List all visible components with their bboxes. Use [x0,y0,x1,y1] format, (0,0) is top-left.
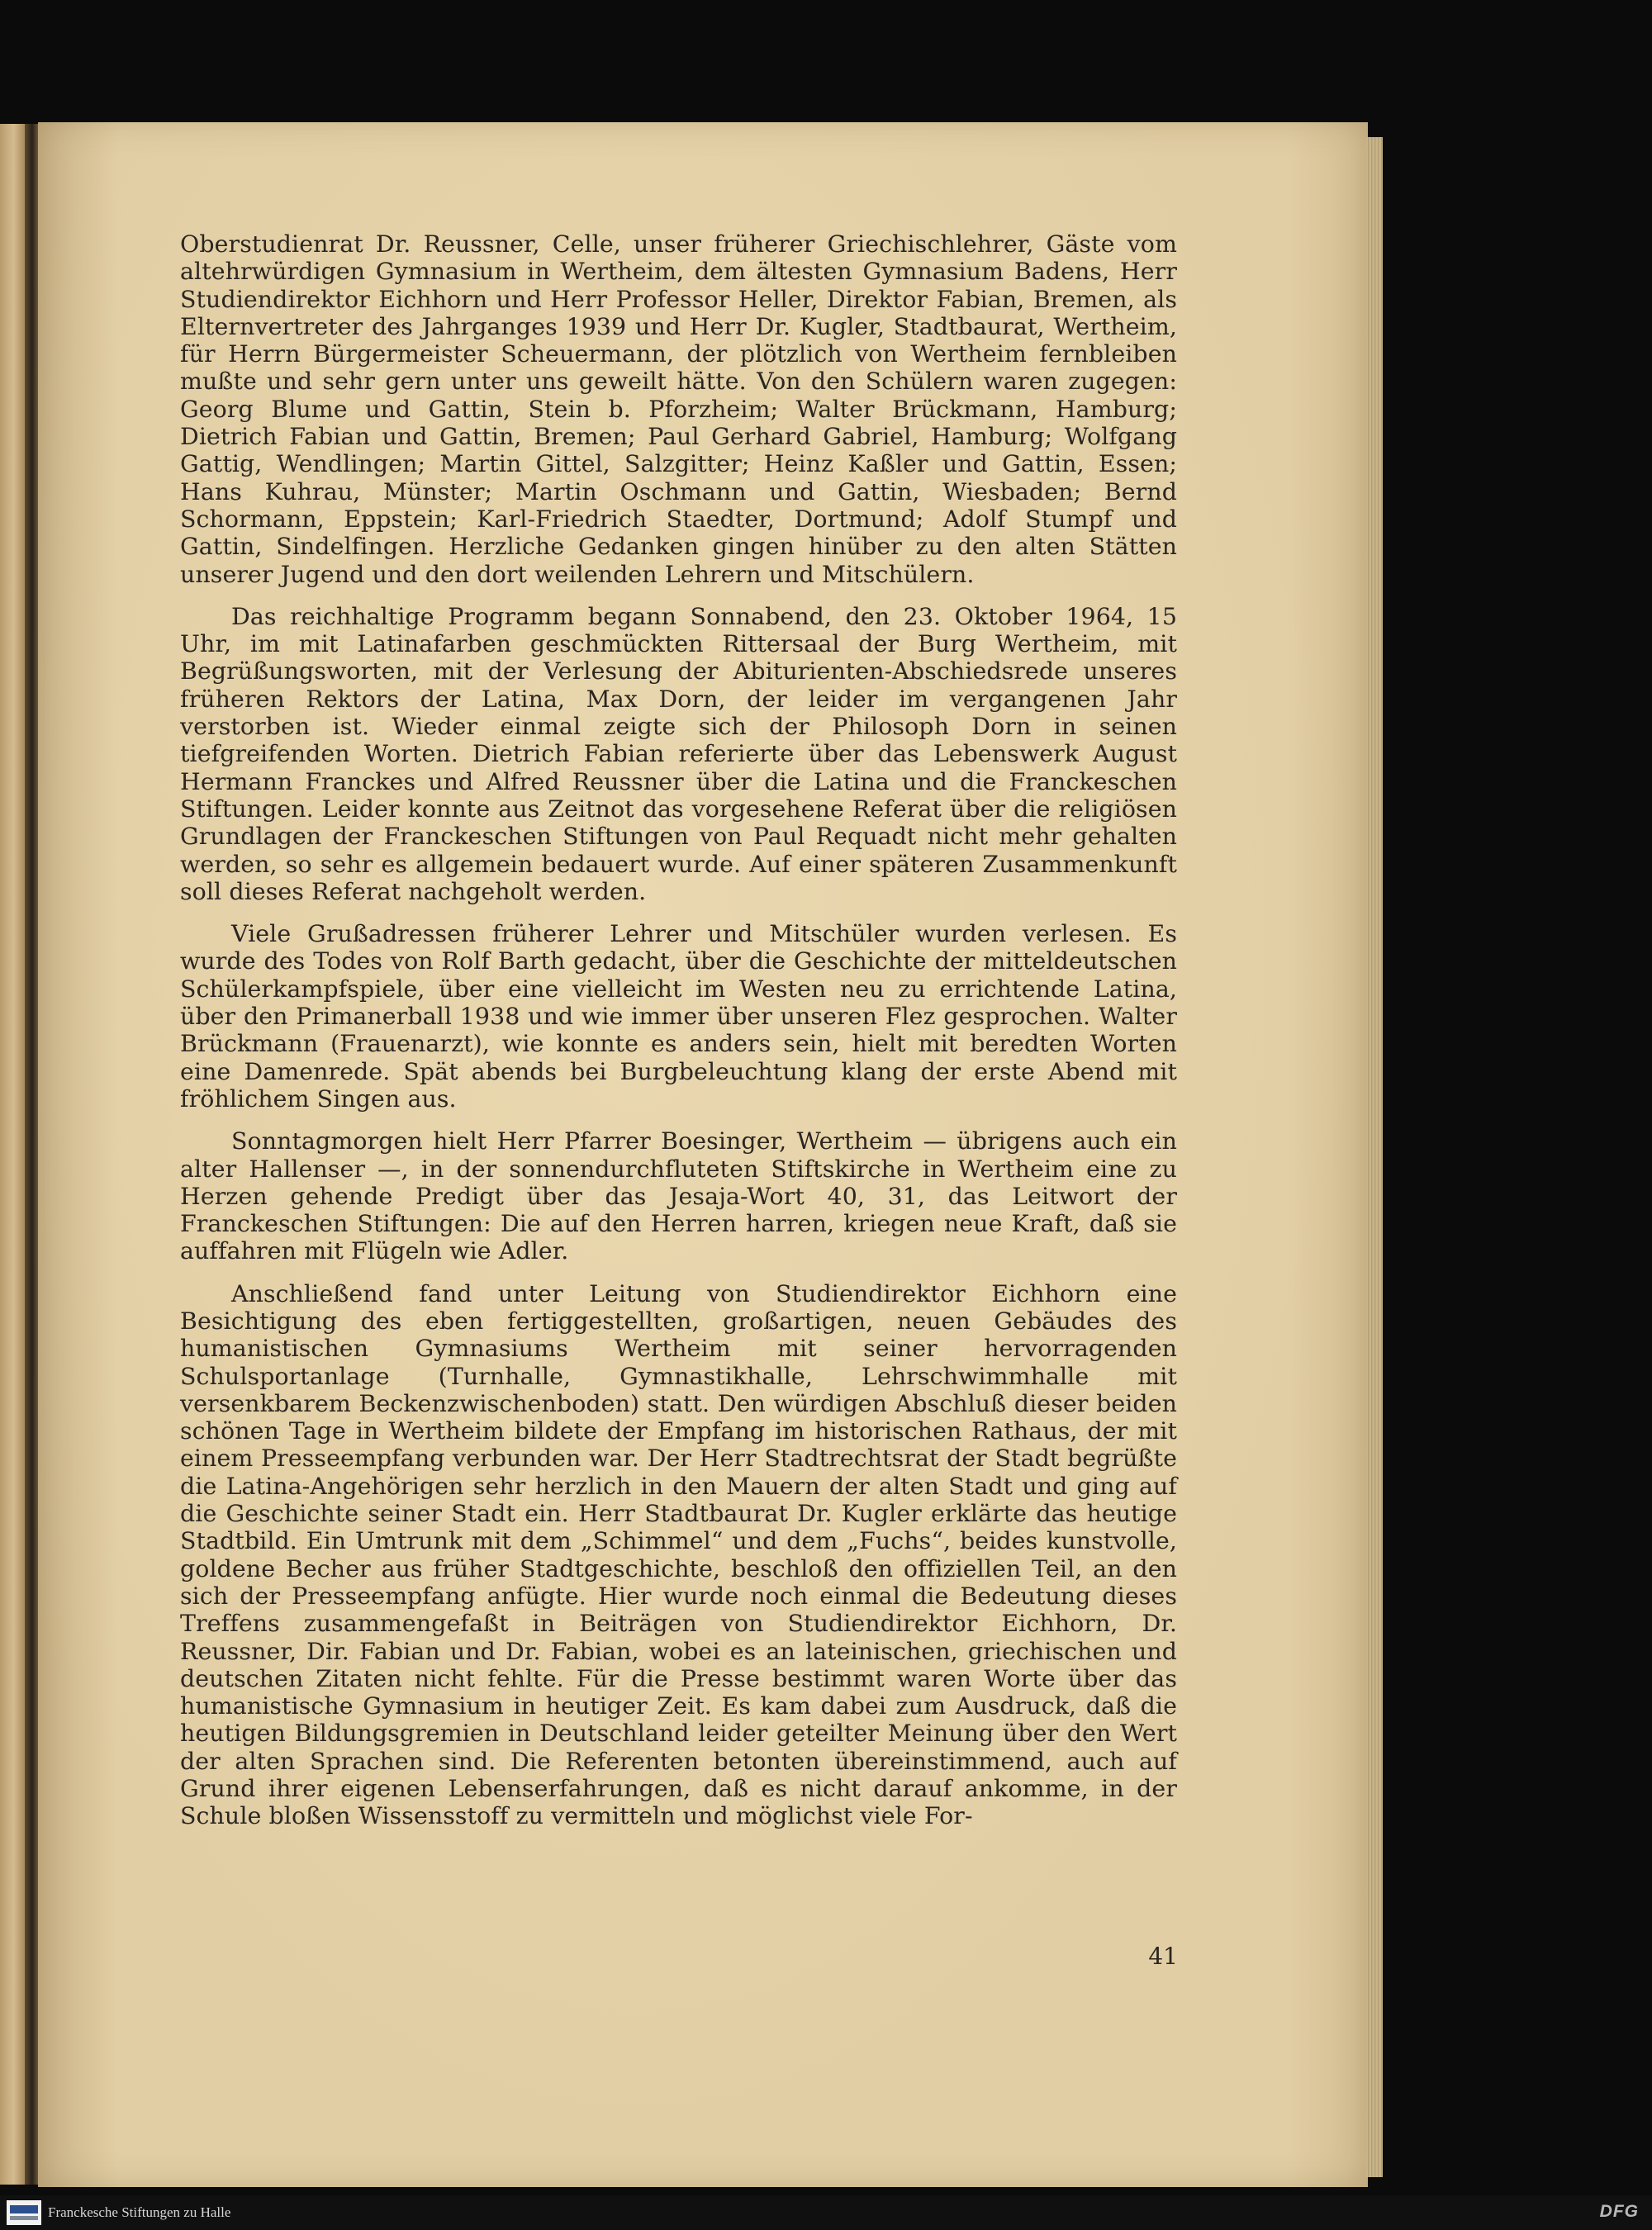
logo-roof [10,2205,38,2213]
page-number: 41 [1148,1943,1178,1970]
paragraph-3: Viele Grußadressen früherer Lehrer und Mitschüler wurden verlesen. Es wurde des Todes von Rolf Barth gedacht, über die Geschichte der mitteldeutschen Schülerkampfspiele, über eine vielleicht im Westen neu zu errichtende Latina, über den Primanerball 1938 und wie immer über unseren Flez gesprochen. Walter Brückmann (Frauenarzt), wie konnte es anders sein, hielt mit beredten Worten eine Damenrede. Spät abends bei Burgbeleuchtung klang der erste Abend mit fröhlichem Singen aus. [180,920,1177,1113]
foundation-building-icon[interactable] [7,2200,41,2225]
page-stack-edge [1366,137,1383,2177]
paragraph-4: Sonntagmorgen hielt Herr Pfarrer Boesinger, Wertheim — übrigens auch ein alter Hallenser —, in der sonnendurchfluteten Stiftskirche in Wertheim eine zu Herzen gehende Predigt über das Jesaja-Wort 40, 31, das Leitwort der Franckeschen Stiftungen: Die auf den Herren harren, kriegen neue Kraft, daß sie auffahren mit Flügeln wie Adler. [180,1127,1177,1265]
page-text [180,230,1177,1845]
previous-page-edge [0,124,25,2185]
paragraph-2: Das reichhaltige Programm begann Sonnabend, den 23. Oktober 1964, 15 Uhr, im mit Latinafarben geschmückten Rittersaal der Burg Wertheim, mit Begrüßungsworten, mit der Verlesung der Abiturienten-Abschiedsrede unseres früheren Rektors der Latina, Max Dorn, der leider im vergangenen Jahr verstorben ist. Wieder einmal zeigte sich der Philosoph Dorn in seinen tiefgreifenden Worten. Dietrich Fabian referierte über das Lebenswerk August Hermann Franckes und Alfred Reussner über die Latina und die Franckeschen Stiftungen. Leider konnte aus Zeitnot das vorgesehene Referat über die religiösen Grundlagen der Franckeschen Stiftungen von Paul Requadt nicht mehr gehalten werden, so sehr es allgemein bedauert wurde. Auf einer späteren Zusammenkunft soll dieses Referat nachgeholt werden. [180,602,1177,905]
paragraph-1: Oberstudienrat Dr. Reussner, Celle, unser früherer Griechischlehrer, Gäste vom altehrwürdigen Gymnasium in Wertheim, dem ältesten Gymnasium Badens, Herr Studiendirektor Eichhorn und Herr Professor Heller, Direktor Fabian, Bremen, als Elternvertreter des Jahrganges 1939 und Herr Dr. Kugler, Stadtbaurat, Wertheim, für Herrn Bürgermeister Scheuermann, der plötzlich von Wertheim fernbleiben mußte und sehr gern unter uns geweilt hätte. Von den Schülern waren zugegen: Georg Blume und Gattin, Stein b. Pforzheim; Walter Brückmann, Hamburg; Dietrich Fabian und Gattin, Bremen; Paul Gerhard Gabriel, Hamburg; Wolfgang Gattig, Wendlingen; Martin Gittel, Salzgitter; Heinz Kaßler und Gattin, Essen; Hans Kuhrau, Münster; Martin Oschmann und Gattin, Wiesbaden; Bernd Schormann, Eppstein; Karl-Friedrich Staedter, Dortmund; Adolf Stumpf und Gattin, Sindelfingen. Herzliche Gedanken gingen hinüber zu den alten Stätten unserer Jugend und den dort weilenden Lehrern und Mitschülern. [180,230,1177,588]
viewer-footer [0,2195,1652,2230]
dfg-logo[interactable]: DFG [1599,2202,1639,2221]
paragraph-5: Anschließend fand unter Leitung von Studiendirektor Eichhorn eine Besichtigung des eben fertiggestellten, großartigen, neuen Gebäudes des humanistischen Gymnasiums Wertheim mit seiner hervorragenden Schulsportanlage (Turnhalle, Gymnastikhalle, Lehrschwimmhalle mit versenkbarem Beckenzwischenboden) statt. Den würdigen Abschluß dieser beiden schönen Tage in Wertheim bildete der Empfang im historischen Rathaus, der mit einem Presseempfang verbunden war. Der Herr Stadtrechtsrat der Stadt begrüßte die Latina-Angehörigen sehr herzlich in den Mauern der alten Stadt und ging auf die Geschichte seiner Stadt ein. Herr Stadtbaurat Dr. Kugler erklärte das heutige Stadtbild. Ein Umtrunk mit dem „Schimmel“ und dem „Fuchs“, beides kunstvolle, goldene Becher aus früher Stadtgeschichte, beschloß den offiziellen Teil, an den sich der Presseempfang anfügte. Hier wurde noch einmal die Bedeutung dieses Treffens zusammengefaßt in Beiträgen von Studiendirektor Eichhorn, Dr. Reussner, Dir. Fabian und Dr. Fabian, wobei es an lateinischen, griechischen und deutschen Zitaten nicht fehlte. Für die Presse bestimmt waren Worte über das humanistische Gymnasium in heutiger Zeit. Es kam dabei zum Ausdruck, daß die heutigen Bildungsgremien in Deutschland leider geteilter Meinung über den Wert der alten Sprachen sind. Die Referenten betonten übereinstimmend, auch auf Grund ihrer eigenen Lebenserfahrungen, daß es nicht darauf ankomme, in der Schule bloßen Wissensstoff zu vermitteln und möglichst viele For- [180,1279,1177,1830]
institution-link[interactable]: Franckesche Stiftungen zu Halle [48,2204,231,2220]
logo-base [10,2216,38,2220]
